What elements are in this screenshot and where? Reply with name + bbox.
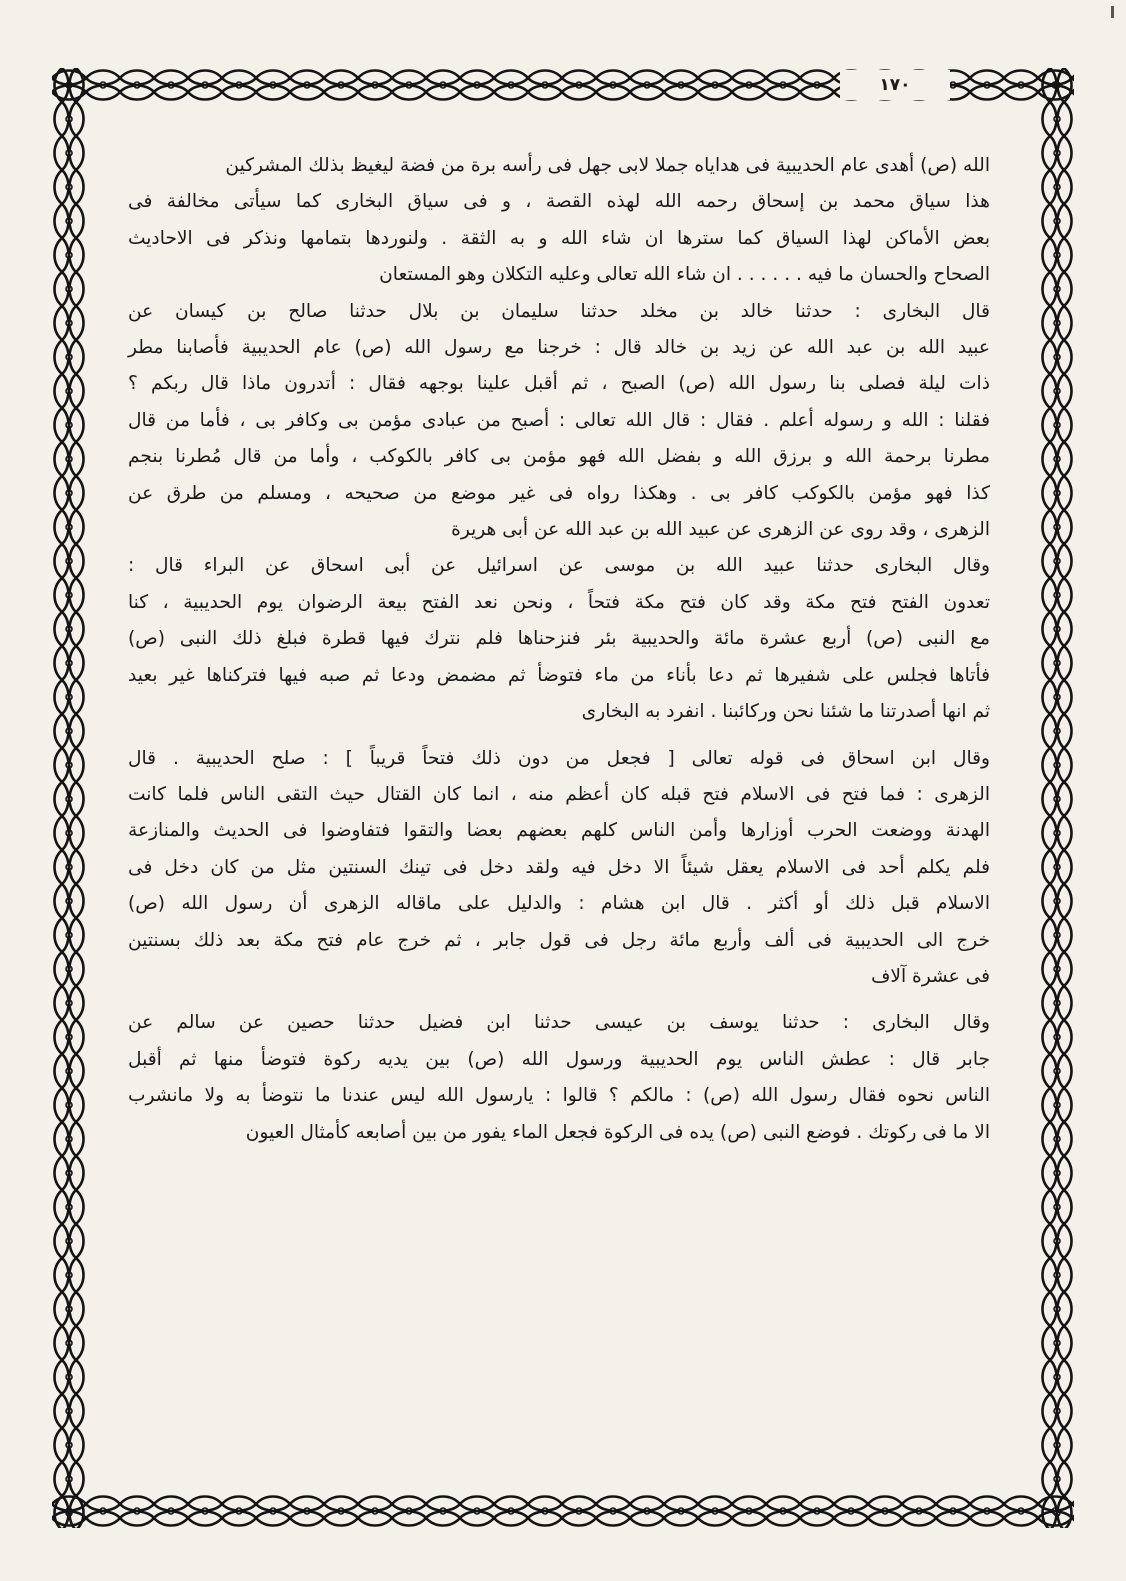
paragraph-gap — [128, 995, 990, 1005]
paragraph — [128, 184, 990, 293]
text-line: هذا سياق محمد بن إسحاق رحمه الله لهذه القصة ، و فى سياق البخارى كما سيأتى مخالفة فى — [128, 191, 990, 213]
text-line: كذا فهو مؤمن بالكوكب كافر بى . وهكذا رواه فى غير موضع من صحيحه ، ومسلم من طرق عن — [128, 482, 990, 504]
text-line: ذات ليلة فصلى بنا رسول الله (ص) الصبح ، ثم أقبل علينا بوجهه فقال : أتدرون ماذا قال ربكم ؟ — [128, 373, 990, 395]
text-line: الناس نحوه فقال رسول الله (ص) : مالكم ؟ قالوا : يارسول الله ليس عندنا ما نتوضأ به ولا مانشرب — [128, 1085, 990, 1107]
text-line: الزهرى : فما فتح فى الاسلام فتح قبله كان أعظم منه ، انما كان القتال حيث التقى الناس فلما كانت — [128, 783, 990, 805]
text-line: جابر قال : عطش الناس يوم الحديبية ورسول الله (ص) بين يديه ركوة فتوضأ منها ثم أقبل — [128, 1048, 990, 1070]
text-line: الاسلام قبل ذلك أو أكثر . قال ابن هشام : والدليل على ماقاله الزهرى أن رسول الله (ص) — [128, 893, 990, 915]
text-line: الا ما فى ركوتك . فوضع النبى (ص) يده فى الركوة فجعل الماء يفور من بين أصابعه كأمثال العيون — [245, 1121, 990, 1143]
text-line: ثم انها أصدرتنا ما شئنا نحن وركائبنا . انفرد به البخارى — [581, 701, 990, 723]
text-line: وقال البخارى : حدثنا يوسف بن عيسى حدثنا ابن فضيل حدثنا حصين عن سالم عن — [128, 1012, 990, 1034]
text-line: عبيد الله بن عبد الله عن زيد بن خالد قال : خرجنا مع رسول الله (ص) عام الحديبية فأصابنا مطر — [128, 337, 990, 359]
text-line: فقلنا : الله و رسوله أعلم . فقال : قال الله تعالى : أصبح من عبادى مؤمن بى وكافر بى ، فأما من قال — [128, 409, 990, 431]
frame-border-right — [1040, 68, 1074, 1528]
text-line: الهدنة ووضعت الحرب أوزارها وأمن الناس كلهم بعضهم بعضا والتقوا فتفاوضوا فى الحديث والمنازعة — [128, 820, 990, 842]
text-line: قال البخارى : حدثنا خالد بن مخلد حدثنا سليمان بن بلال حدثنا صالح بن كيسان عن — [128, 300, 990, 322]
page-number: ١٧٠ — [840, 70, 950, 100]
text-line: مطرنا برحمة الله و برزق الله و بفضل الله فهو مؤمن بى كافر بالكوكب ، وأما من قال مُطرنا بنجم — [128, 446, 990, 468]
chain-ornament-bottom — [52, 1494, 1074, 1528]
text-line: مع النبى (ص) أربع عشرة مائة والحديبية بئر فنزحناها فلم نترك فيها قطرة فبلغ ذلك النبى (ص) — [128, 628, 990, 650]
text-line: فأتاها فجلس على شفيرها ثم دعا بأناء من ماء فتوضأ ثم مضمض ودعا ثم صبه فيها فتركناها غير بعيد — [128, 664, 990, 686]
paragraph — [128, 741, 990, 996]
text-line: الزهرى ، وقد روى عن الزهرى عن عبيد الله بن عبد الله عن أبى هريرة — [451, 519, 990, 541]
text-line: فلم يكلم أحد فى الاسلام يعقل شيئاً الا دخل فيه ولقد دخل فى تينك السنتين مثل من كان دخل فى — [128, 856, 990, 878]
paragraph-gap — [128, 731, 990, 741]
text-line: فى عشرة آلاف — [871, 965, 990, 987]
frame-border-left — [52, 68, 86, 1528]
paragraph — [128, 1005, 990, 1151]
text-line: تعدون الفتح فتح مكة وقد كان فتح مكة فتحاً ، ونحن نعد الفتح بيعة الرضوان يوم الحديبية ، كنا — [128, 591, 990, 613]
body-text — [128, 148, 990, 1151]
chain-ornament-right — [1040, 68, 1074, 1528]
text-line: خرج الى الحديبية فى ألف وأربع مائة رجل فى قول جابر ، ثم خرج عام فتح مكة بعد ذلك بسنتين — [128, 929, 990, 951]
paragraph — [128, 148, 990, 184]
text-line: وقال ابن اسحاق فى قوله تعالى [ فجعل من دون ذلك فتحاً قريباً ] : صلح الحديبية . قال — [128, 747, 990, 769]
text-line: الصحاح والحسان ما فيه . . . . . . ان شاء الله تعالى وعليه التكلان وهو المستعان — [379, 264, 990, 286]
paragraph — [128, 294, 990, 549]
chain-ornament-left — [52, 68, 86, 1528]
text-line: الله (ص) أهدى عام الحديبية فى هداياه جملا لابى جهل فى رأسه برة من فضة ليغيظ بذلك المشركين — [225, 155, 990, 176]
text-line: وقال البخارى حدثنا عبيد الله بن موسى عن اسرائيل عن أبى اسحاق عن البراء قال : — [128, 555, 990, 577]
paragraph — [128, 548, 990, 730]
scan-mark — [1111, 6, 1114, 18]
frame-border-bottom — [52, 1494, 1074, 1528]
text-line: بعض الأماكن لهذا السياق كما سترها ان شاء الله و به الثقة . ولنوردها بتمامها ونذكر فى الاحاديث — [128, 227, 990, 249]
